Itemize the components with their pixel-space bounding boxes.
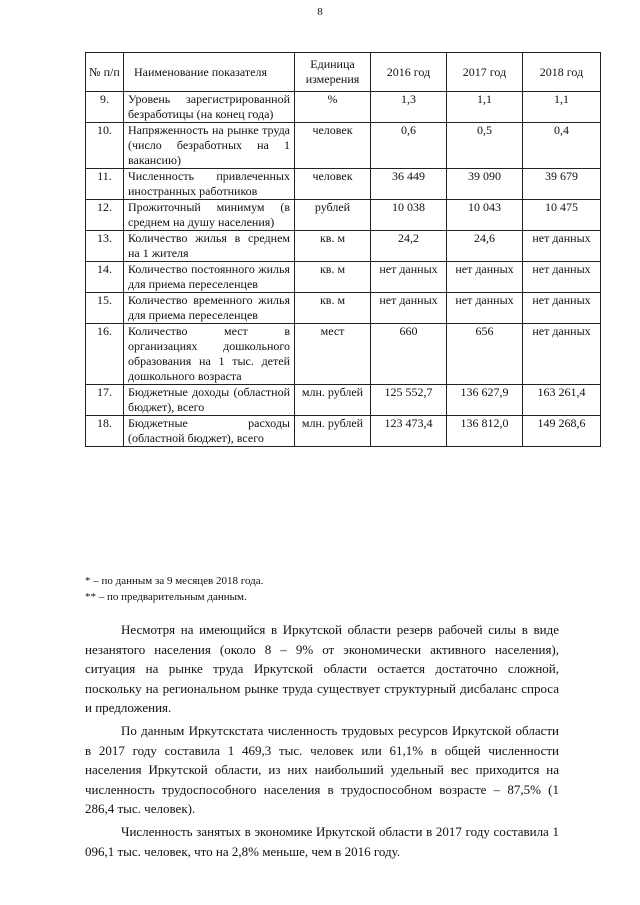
value-2018: 163 261,4 <box>523 385 601 416</box>
value-2018: 0,4 <box>523 123 601 169</box>
header-2018: 2018 год <box>523 53 601 92</box>
value-2016: 24,2 <box>371 231 447 262</box>
unit-cell: кв. м <box>295 262 371 293</box>
value-2018: 10 475 <box>523 200 601 231</box>
header-2017: 2017 год <box>447 53 523 92</box>
footnotes <box>85 573 263 605</box>
value-2016: 660 <box>371 324 447 385</box>
unit-cell: мест <box>295 324 371 385</box>
value-2018: нет данных <box>523 262 601 293</box>
value-2016: 0,6 <box>371 123 447 169</box>
unit-cell: % <box>295 92 371 123</box>
value-2017: 39 090 <box>447 169 523 200</box>
table-row <box>86 123 601 169</box>
value-2016: нет данных <box>371 262 447 293</box>
paragraph: Несмотря на имеющийся в Иркутской области резерв рабочей силы в виде незанятого населения (около 8 – 9% от экономически активного населения), ситуация на рынке труда Иркутской области остается достаточно сложной, поскольку на региональном рынке труда существует структурный дисбаланс спроса и предложения. <box>85 622 559 716</box>
value-2018: 39 679 <box>523 169 601 200</box>
indicator-name: Численность привлеченных иностранных работников <box>124 169 295 200</box>
table-row <box>86 200 601 231</box>
body-text <box>85 620 559 864</box>
table-row <box>86 416 601 447</box>
value-2017: 10 043 <box>447 200 523 231</box>
table-row <box>86 169 601 200</box>
indicator-name: Количество постоянного жилья для приема переселенцев <box>124 262 295 293</box>
indicators-table <box>85 52 601 447</box>
unit-cell: человек <box>295 123 371 169</box>
header-2016: 2016 год <box>371 53 447 92</box>
value-2017: 656 <box>447 324 523 385</box>
value-2017: 136 812,0 <box>447 416 523 447</box>
paragraph: По данным Иркутскстата численность трудовых ресурсов Иркутской области в 2017 году составила 1 469,3 тыс. человек или 61,1% в общей численности населения Иркутской области, из них наибольший удельный вес приходится на численность трудоспособного населения в трудоспособном возрасте – 87,5% (1 286,4 тыс. человек). <box>85 722 559 817</box>
row-number: 10. <box>86 123 124 169</box>
table-header-row <box>86 53 601 92</box>
header-num: № п/п <box>86 53 124 92</box>
unit-cell: кв. м <box>295 231 371 262</box>
indicator-name: Количество жилья в среднем на 1 жителя <box>124 231 295 262</box>
unit-cell: млн. рублей <box>295 416 371 447</box>
value-2016: 1,3 <box>371 92 447 123</box>
value-2018: нет данных <box>523 293 601 324</box>
row-number: 13. <box>86 231 124 262</box>
value-2016: нет данных <box>371 293 447 324</box>
value-2017: 0,5 <box>447 123 523 169</box>
row-number: 9. <box>86 92 124 123</box>
value-2016: 36 449 <box>371 169 447 200</box>
row-number: 17. <box>86 385 124 416</box>
table-row <box>86 92 601 123</box>
table-row <box>86 324 601 385</box>
row-number: 18. <box>86 416 124 447</box>
value-2018: нет данных <box>523 231 601 262</box>
footnote: * – по данным за 9 месяцев 2018 года. <box>85 575 264 587</box>
page-number: 8 <box>317 6 323 18</box>
indicator-name: Уровень зарегистрированной безработицы (на конец года) <box>124 92 295 123</box>
unit-cell: рублей <box>295 200 371 231</box>
value-2016: 123 473,4 <box>371 416 447 447</box>
unit-cell: человек <box>295 169 371 200</box>
value-2017: 136 627,9 <box>447 385 523 416</box>
value-2017: 1,1 <box>447 92 523 123</box>
unit-cell: млн. рублей <box>295 385 371 416</box>
indicator-name: Количество временного жилья для приема переселенцев <box>124 293 295 324</box>
indicator-name: Прожиточный минимум (в среднем на душу населения) <box>124 200 295 231</box>
row-number: 15. <box>86 293 124 324</box>
value-2018: 149 268,6 <box>523 416 601 447</box>
header-name: Наименование показателя <box>124 53 295 92</box>
row-number: 14. <box>86 262 124 293</box>
row-number: 12. <box>86 200 124 231</box>
indicator-name: Бюджетные доходы (областной бюджет), всего <box>124 385 295 416</box>
paragraph: Численность занятых в экономике Иркутской области в 2017 году составила 1 096,1 тыс. человек, что на 2,8% меньше, чем в 2016 году. <box>85 823 559 859</box>
table-row <box>86 262 601 293</box>
indicator-name: Количество мест в организациях дошкольного образования на 1 тыс. детей дошкольного возраста <box>124 324 295 385</box>
value-2016: 10 038 <box>371 200 447 231</box>
indicator-name: Напряженность на рынке труда (число безработных на 1 вакансию) <box>124 123 295 169</box>
footnote: ** – по предварительным данным. <box>85 591 247 603</box>
row-number: 16. <box>86 324 124 385</box>
table-row <box>86 385 601 416</box>
value-2017: 24,6 <box>447 231 523 262</box>
header-unit: Единица измерения <box>295 53 371 92</box>
row-number: 11. <box>86 169 124 200</box>
value-2018: нет данных <box>523 324 601 385</box>
unit-cell: кв. м <box>295 293 371 324</box>
table-row <box>86 293 601 324</box>
value-2018: 1,1 <box>523 92 601 123</box>
indicator-name: Бюджетные расходы (областной бюджет), всего <box>124 416 295 447</box>
value-2017: нет данных <box>447 262 523 293</box>
value-2016: 125 552,7 <box>371 385 447 416</box>
table-row <box>86 231 601 262</box>
value-2017: нет данных <box>447 293 523 324</box>
